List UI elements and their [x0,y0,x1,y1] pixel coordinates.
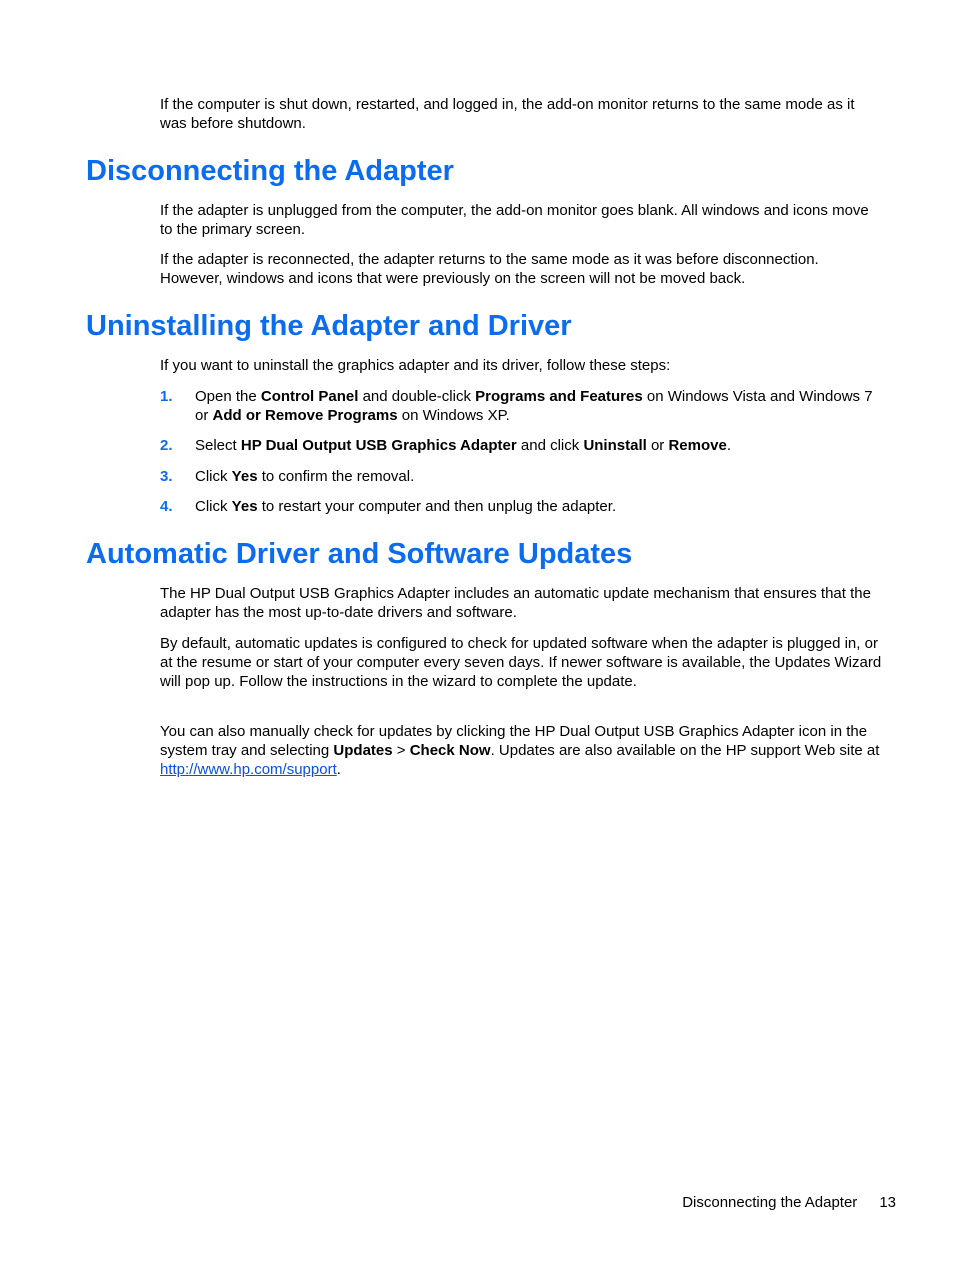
updates-paragraph-1: The HP Dual Output USB Graphics Adapter includes an automatic update mechanism that ensures that the adapter has the most up-to-date drivers and software. [160,585,871,621]
step-text: Select HP Dual Output USB Graphics Adapter and click Uninstall or Remove. [195,437,731,454]
page-number: 13 [879,1194,896,1211]
updates-paragraph-2: By default, automatic updates is configured to check for updated software when the adapter is plugged in, or at the resume or start of your computer every seven days. If newer software is available, the Updates Wizard will pop up. Follow the instructions in the wizard to complete the update. [160,635,882,690]
page-footer [682,1193,896,1212]
heading-disconnecting: Disconnecting the Adapter [86,155,454,187]
uninstall-intro: If you want to uninstall the graphics adapter and its driver, follow these steps: [160,357,671,374]
footer-section-title: Disconnecting the Adapter [682,1194,858,1211]
step-number: 1. [160,388,173,405]
step-number: 2. [160,437,173,454]
support-link[interactable]: http://www.hp.com/support [160,761,337,778]
disconnect-paragraph-2: If the adapter is reconnected, the adapter returns to the same mode as it was before disconnection. However, windows and icons that were previously on the screen will not be moved back. [160,251,819,287]
step-text: Click Yes to restart your computer and then unplug the adapter. [195,498,617,515]
intro-paragraph: If the computer is shut down, restarted, and logged in, the add-on monitor returns to the same mode as it was before shutdown. [160,96,855,132]
heading-uninstalling: Uninstalling the Adapter and Driver [86,310,572,342]
step-number: 4. [160,498,173,515]
disconnect-paragraph-1: If the adapter is unplugged from the computer, the add-on monitor goes blank. All windows and icons move to the primary screen. [160,202,869,238]
heading-automatic-updates: Automatic Driver and Software Updates [86,538,633,570]
updates-paragraph-3: You can also manually check for updates by clicking the HP Dual Output USB Graphics Adapter icon in the system tray and selecting Updates > Check Now. Updates are also available on the HP support Web site at http://www.hp.com/support. [160,723,880,778]
step-text: Click Yes to confirm the removal. [195,468,415,485]
step-text: Open the Control Panel and double-click Programs and Features on Windows Vista and Windows 7 or Add or Remove Programs on Windows XP. [195,388,873,424]
step-number: 3. [160,468,173,485]
